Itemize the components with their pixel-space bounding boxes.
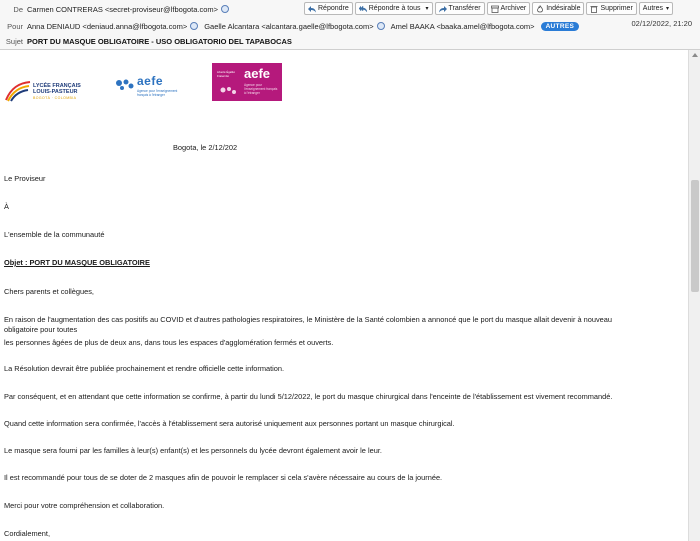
reply-all-icon (359, 5, 367, 13)
more-button[interactable] (639, 2, 673, 15)
aefe-logo (112, 72, 182, 102)
world-map-icon (114, 77, 136, 93)
subject-text: PORT DU MASQUE OBLIGATOIRE - USO OBLIGATORIO DEL TAPABOCAS (27, 36, 292, 46)
to-label: Pour (7, 21, 23, 31)
scroll-up-icon[interactable] (692, 53, 698, 57)
place-date: Bogota, le 2/12/202 (173, 143, 238, 152)
lycee-name: LYCÉE FRANÇAIS LOUIS-PASTEUR (33, 83, 81, 95)
others-badge[interactable]: AUTRES (541, 22, 580, 31)
paragraph-5: Le masque sera fourni par les familles à leur(s) enfant(s) et les personnels du lycée devront également avoir le leur. (4, 446, 382, 455)
subject-label: Sujet (5, 36, 23, 46)
from-row (0, 2, 235, 16)
from-label: De (13, 4, 23, 14)
aefe-wordmark: aefe (244, 66, 271, 81)
recipient-2[interactable]: Gaelle Alcantara <alcantara.gaelle@lfbogota.com> (204, 21, 374, 31)
reply-icon (308, 5, 316, 13)
message-date: 02/12/2022, 21:20 (631, 19, 692, 28)
delete-button[interactable] (586, 2, 636, 15)
lycee-logo (5, 76, 95, 106)
ministry-motto: Liberté Égalité Fraternité (217, 70, 235, 78)
message-body (0, 50, 688, 541)
junk-label: Indésirable (546, 5, 581, 12)
reply-label: Répondre (318, 5, 349, 12)
reply-all-dropdown[interactable] (423, 2, 433, 15)
message-toolbar (304, 2, 673, 15)
reply-all-group (355, 2, 433, 15)
trash-icon (590, 5, 598, 13)
lycee-city: BOGOTÁ · COLOMBIA (33, 96, 77, 100)
paragraph-1-line-1: En raison de l'augmentation des cas positifs au COVID et d'autres pathologies respiratoires, le Ministère de la Santé colombien a annoncé que le port du masque allait devenir à nouveau (4, 315, 612, 324)
archive-icon (491, 5, 499, 13)
paragraph-3: Par conséquent, et en attendant que cette information se confirme, à partir du lundi 5/12/2022, le port du masque chirurgical dans l'enceinte de l'établissement est vivement recommandé. (4, 392, 613, 401)
paragraph-6: Il est recommandé pour tous de se doter de 2 masques afin de pouvoir le remplacer si cela s'avère nécessaire au cours de la journée. (4, 473, 443, 482)
paragraph-2: La Résolution devrait être publiée prochainement et rendre officielle cette information. (4, 364, 285, 373)
archive-label: Archiver (500, 5, 527, 12)
recipient-a: À (4, 202, 9, 211)
aefe-ministry-logo (212, 63, 282, 101)
chevron-down-icon: ▾ (425, 6, 429, 12)
address-book-icon[interactable] (221, 5, 229, 13)
lycee-swoosh-icon (5, 80, 31, 102)
more-label: Autres (642, 5, 664, 12)
vertical-scrollbar[interactable] (688, 50, 700, 541)
reply-all-button[interactable] (355, 2, 425, 15)
reply-button[interactable] (304, 2, 353, 15)
junk-button[interactable] (532, 2, 584, 15)
forward-label: Transférer (448, 5, 481, 12)
objet-line: Objet : PORT DU MASQUE OBLIGATOIRE (4, 258, 150, 267)
sender-line: Le Proviseur (4, 174, 46, 183)
closing: Cordialement, (4, 529, 51, 538)
scrollbar-thumb[interactable] (691, 180, 699, 292)
to-row (0, 19, 579, 33)
world-map-icon (218, 85, 240, 97)
paragraph-1-line-3: les personnes âgées de plus de deux ans, dans tous les espaces d'agglomération fermés et ouverts. (4, 338, 334, 347)
recipient-1[interactable]: Anna DENIAUD <deniaud.anna@lfbogota.com> (27, 21, 188, 31)
delete-label: Supprimer (600, 5, 633, 12)
paragraph-7: Merci pour votre compréhension et collaboration. (4, 501, 165, 510)
aefe-subtitle: Agence pour l'enseignement français à l'étranger (244, 83, 278, 95)
message-header (0, 0, 700, 50)
aefe-wordmark: aefe (137, 74, 164, 88)
audience-line: L'ensemble de la communauté (4, 230, 105, 239)
paragraph-4: Quand cette information sera confirmée, l'accès à l'établissement sera autorisé uniquement aux personnes portant un masque chirurgical. (4, 419, 455, 428)
address-book-icon[interactable] (190, 22, 198, 30)
recipient-3[interactable]: Amel BAAKA <baaka.amel@lfbogota.com> (390, 21, 535, 31)
aefe-subtitle: Agence pour l'enseignement français à l'étranger (137, 89, 178, 97)
forward-icon (439, 5, 447, 13)
reply-all-label: Répondre à tous (368, 5, 421, 12)
archive-button[interactable] (487, 2, 531, 15)
junk-flame-icon (536, 5, 544, 13)
greeting: Chers parents et collègues, (4, 287, 94, 296)
paragraph-1-line-2: obligatoire pour toutes (4, 325, 78, 334)
address-book-icon[interactable] (377, 22, 385, 30)
subject-row (0, 34, 292, 48)
forward-button[interactable] (435, 2, 485, 15)
from-address[interactable]: Carmen CONTRERAS <secret-proviseur@lfbogota.com> (27, 4, 219, 14)
chevron-down-icon: ▾ (666, 6, 670, 12)
